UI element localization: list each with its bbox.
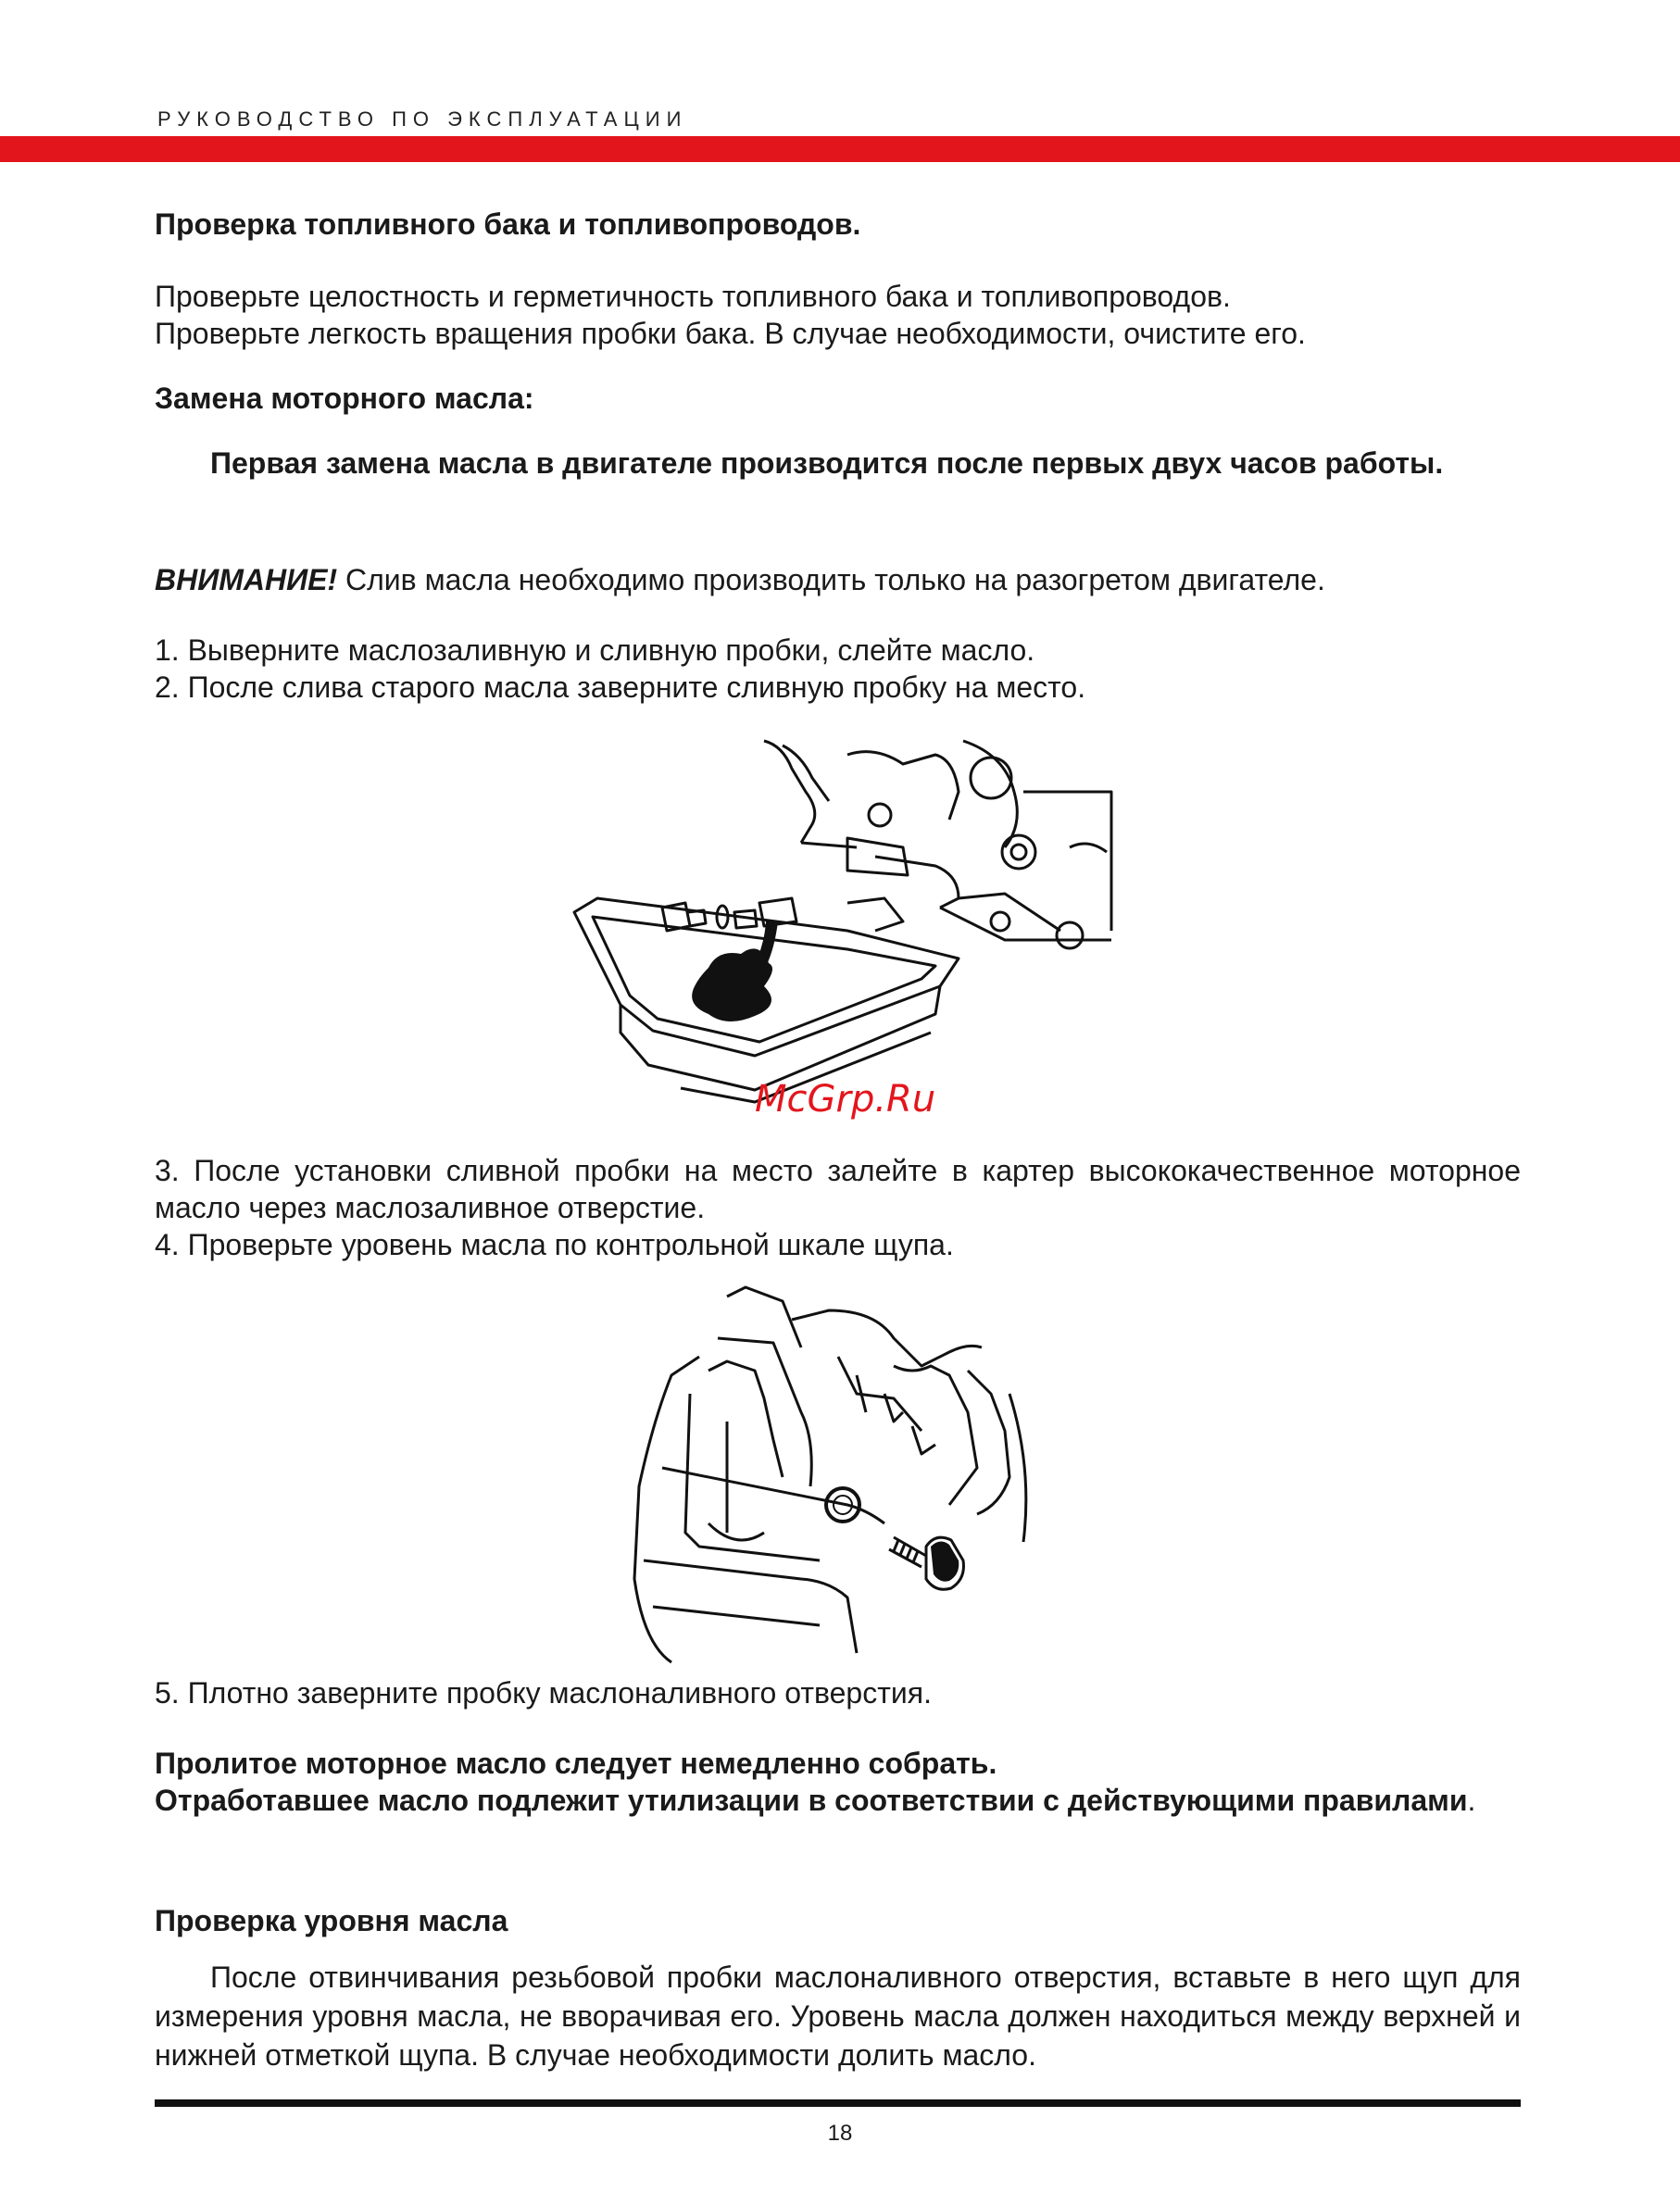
oil-level-text-block	[155, 1958, 1521, 2074]
footer-divider	[155, 2099, 1521, 2107]
step-5-block	[155, 1674, 1521, 1711]
fuel-check-text	[155, 278, 1521, 352]
warning-label: ВНИМАНИЕ!	[155, 563, 338, 596]
spill-note: Пролитое моторное масло следует немедленно собрать.	[155, 1747, 997, 1780]
disposal-period: .	[1467, 1784, 1476, 1817]
step-4-block	[155, 1226, 1521, 1263]
oil-level-text: После отвинчивания резьбовой пробки маслоналивного отверстия, вставьте в него щуп для измерения уровня масла, не вворачивая его. Уровень масла должен находиться между верхней и нижней отметкой щупа. В случае необходимости долить масло.	[155, 1961, 1521, 2072]
step-3-block	[155, 1152, 1521, 1226]
step-2: 2. После слива старого масла заверните сливную пробку на место.	[155, 670, 1086, 704]
fuel-check-line-1: Проверьте целостность и герметичность топливного бака и топливопроводов.	[155, 280, 1231, 313]
watermark: McGrp.Ru	[755, 1078, 936, 1121]
step-1: 1. Выверните маслозаливную и сливную пробки, слейте масло.	[155, 633, 1035, 667]
oil-change-title: Замена моторного масла:	[155, 382, 534, 415]
oil-change-section	[155, 380, 1521, 417]
first-change-block	[155, 445, 1521, 482]
oil-level-title: Проверка уровня масла	[155, 1904, 508, 1937]
fuel-check-section	[155, 206, 1521, 243]
fuel-check-title: Проверка топливного бака и топливопроводов.	[155, 207, 861, 241]
oil-level-section	[155, 1902, 1521, 1939]
disposal-note-paragraph	[155, 1782, 1521, 1819]
warning-text: Слив масла необходимо производить только на разогретом двигателе.	[337, 563, 1325, 596]
warning-block	[155, 561, 1521, 598]
dipstick-illustration	[616, 1283, 1097, 1672]
manual-header-title: РУКОВОДСТВО ПО ЭКСПЛУАТАЦИИ	[157, 107, 688, 131]
step-3: 3. После установки сливной пробки на место залейте в картер высококачественное моторное масло через маслозаливное отверстие.	[155, 1154, 1521, 1224]
header-red-bar	[0, 136, 1680, 162]
first-change-note: Первая замена масла в двигателе производится после первых двух часов работы.	[210, 446, 1444, 480]
page-number: 18	[827, 2121, 853, 2146]
step-4: 4. Проверьте уровень масла по контрольной шкале щупа.	[155, 1228, 954, 1261]
step-5: 5. Плотно заверните пробку маслоналивного отверстия.	[155, 1676, 932, 1710]
steps-1-2	[155, 632, 1521, 706]
disposal-note: Отработавшее масло подлежит утилизации в соответствии с действующими правилами	[155, 1784, 1468, 1817]
fuel-check-line-2: Проверьте легкость вращения пробки бака. В случае необходимости, очистите его.	[155, 317, 1306, 350]
oil-drain-illustration	[570, 736, 1125, 1125]
notes-block	[155, 1745, 1521, 1819]
